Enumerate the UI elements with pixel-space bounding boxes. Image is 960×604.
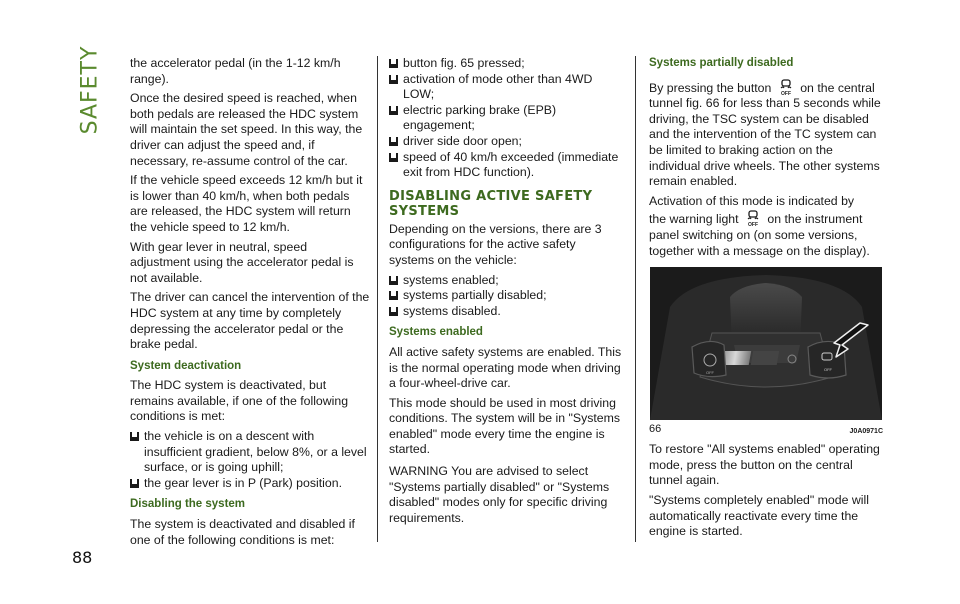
text-span: on the instrument panel switching on (on some versions, together with a message on the display). — [649, 212, 870, 258]
paragraph — [649, 78, 885, 190]
subheading-disabling-system: Disabling the system — [130, 498, 246, 511]
subheading-systems-partially-disabled: Systems partially disabled — [649, 57, 794, 69]
bullet-list — [389, 273, 623, 320]
svg-text:OFF: OFF — [824, 367, 832, 373]
figure-caption — [649, 422, 885, 436]
svg-text:OFF: OFF — [747, 222, 758, 228]
paragraph — [649, 209, 885, 259]
warning-paragraph: WARNING You are advised to select "Systems partially disabled" or "Systems disabled" modes only for specific driving requirements. — [389, 464, 610, 525]
list-item: speed of 40 km/h exceeded (immediate exit from HDC function). — [389, 150, 623, 181]
tsc-off-icon — [744, 209, 762, 227]
list-item: systems enabled; — [389, 273, 623, 289]
paragraph: With gear lever in neutral, speed adjustment using the accelerator pedal is not available. — [130, 239, 354, 285]
paragraph: This mode should be used in most driving conditions. The system will be in "Systems enabled" mode every time the engine is started. — [389, 395, 621, 457]
paragraph: The driver can cancel the intervention of the HDC system at any time by completely depressing the accelerator pedal or the brake pedal. — [130, 290, 370, 352]
page-number: 88 — [72, 548, 93, 567]
column-1 — [130, 56, 370, 552]
paragraph: the accelerator pedal (in the 1-12 km/h range). — [130, 56, 341, 86]
list-item: electric parking brake (EPB) engagement; — [389, 103, 623, 134]
list-item: activation of mode other than 4WD LOW; — [389, 72, 623, 103]
figure-code: J0A0971C — [849, 428, 883, 436]
list-item: driver side door open; — [389, 134, 623, 150]
column-divider — [377, 56, 378, 542]
list-item: the gear lever is in P (Park) position. — [130, 476, 370, 492]
paragraph: All active safety systems are enabled. This is the normal operating mode when driving a four-wheel-drive car. — [389, 344, 622, 391]
paragraph: Depending on the versions, there are 3 configurations for the active safety systems on the vehicle: — [389, 221, 602, 267]
paragraph: The system is deactivated and disabled if one of the following conditions is met: — [130, 517, 355, 547]
list-item: systems partially disabled; — [389, 288, 623, 304]
subheading-system-deactivation: System deactivation — [130, 359, 242, 372]
figure-number: 66 — [649, 423, 662, 436]
heading-disabling-active-safety-systems: DISABLING ACTIVE SAFETY SYSTEMS — [389, 188, 593, 219]
list-item: the vehicle is on a descent with insufficient gradient, below 8%, or a level surface, or is going uphill; — [130, 429, 370, 476]
text-span: on the central tunnel fig. 66 for less than 5 seconds while driving, the TSC system can be disabled and the intervention of the TC system can be limited to braking action on the individual drive wheels. The other systems remain enabled. — [649, 80, 881, 189]
tsc-off-icon — [777, 78, 795, 96]
section-title: SAFETY — [77, 45, 103, 135]
column-divider — [635, 56, 636, 542]
column-2 — [389, 56, 623, 530]
text-span: the warning light — [649, 212, 739, 227]
subheading-systems-enabled: Systems enabled — [389, 326, 483, 339]
list-item: button fig. 65 pressed; — [389, 56, 623, 72]
list-item: systems disabled. — [389, 304, 623, 320]
paragraph: Activation of this mode is indicated by — [649, 193, 855, 208]
paragraph: To restore "All systems enabled" operating mode, press the button on the central tunnel again. — [649, 442, 880, 488]
column-3 — [649, 56, 885, 544]
paragraph: If the vehicle speed exceeds 12 km/h but it is lower than 40 km/h, when both pedals are released, the HDC system will return the vehicle speed to 12 km/h. — [130, 173, 363, 234]
paragraph: "Systems completely enabled" mode will automatically reactivate every time the engine is started. — [649, 492, 869, 539]
paragraph: The HDC system is deactivated, but remains available, if one of the following conditions is met: — [130, 378, 349, 424]
svg-text:OFF: OFF — [780, 90, 791, 96]
bullet-list — [130, 429, 370, 491]
bullet-list — [389, 56, 623, 181]
svg-text:OFF: OFF — [706, 370, 714, 376]
console-illustration — [650, 267, 882, 420]
figure-center-console-photo — [650, 267, 882, 420]
paragraph: Once the desired speed is reached, when both pedals are released the HDC system will maintain the set speed. In this way, the driver can adjust the speed and, if necessary, re-assume control of the car. — [130, 91, 363, 168]
text-span: By pressing the button — [649, 80, 772, 95]
